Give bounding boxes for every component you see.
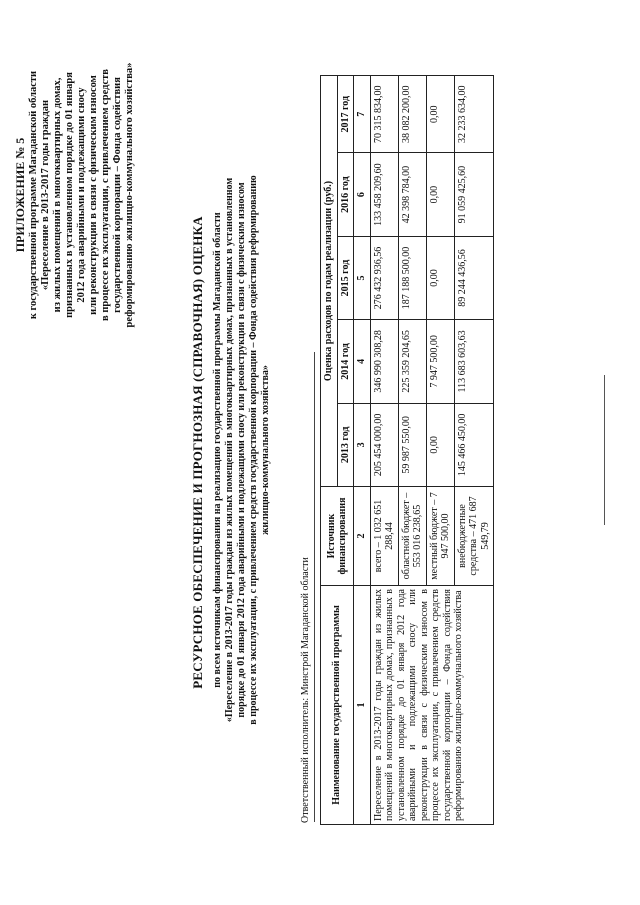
document-title: РЕСУРСНОЕ ОБЕСПЕЧЕНИЕ И ПРОГНОЗНАЯ (СПРАВОЧНАЯ) ОЦЕНКА	[190, 216, 205, 689]
table-row	[370, 76, 398, 825]
appendix-line: реформированию жилищно-коммунального хозяйства»	[124, 62, 135, 328]
funding-source-cell: областной бюджет – 553 016 238,65	[398, 487, 426, 586]
appendix-line: из жилых помещений в многоквартирных домах,	[52, 77, 63, 313]
value-cell: 59 987 550,00	[398, 403, 426, 486]
year-header: 2014 год	[337, 320, 354, 403]
column-number: 1	[354, 586, 371, 825]
appendix-line: государственной корпорации – Фонда содействия	[112, 77, 123, 313]
executor-underline	[314, 352, 315, 822]
column-number: 4	[354, 320, 371, 403]
header-funding-source: Источник финансирования	[321, 487, 354, 586]
program-name-cell: Переселение в 2013-2017 годы граждан из жилых помещений в многоквартирных домах, признанных в установленном порядке до 01 января 2012 года аварийными и подлежащими сносу или реконструкции в связи с физическим износом в процессе их эксплуатации, с привлечением средств государственной корпорации – Фонда содействия реформированию жилищно-коммунального хозяйства	[370, 586, 494, 825]
funding-source-cell: внебюджетные средства – 471 687 549,79	[454, 487, 494, 586]
year-header: 2013 год	[337, 403, 354, 486]
funding-table	[320, 75, 494, 825]
appendix-line: признанных в установленном порядке до 01 января	[64, 72, 75, 318]
funding-source-cell: местный бюджет – 7 947 500,00	[426, 487, 454, 586]
column-number: 7	[354, 76, 371, 153]
subtitle-line: порядке до 01 января 2012 года аварийными и подлежащими сносу или реконструкции в связи с физическим износом	[236, 182, 247, 718]
value-cell: 70 315 834,00	[370, 76, 398, 153]
footer-separator-line	[604, 375, 605, 525]
value-cell: 38 082 200,00	[398, 76, 426, 153]
value-cell: 32 233 634,00	[454, 76, 494, 153]
funding-source-cell: всего – 1 032 651 288,44	[370, 487, 398, 586]
document-subtitle	[212, 65, 272, 835]
value-cell: 0,00	[426, 76, 454, 153]
year-header: 2015 год	[337, 236, 354, 319]
value-cell: 276 432 936,56	[370, 236, 398, 319]
value-cell: 7 947 500,00	[426, 320, 454, 403]
value-cell: 91 059 425,60	[454, 153, 494, 236]
value-cell: 133 458 209,60	[370, 153, 398, 236]
column-number: 3	[354, 403, 371, 486]
value-cell: 0,00	[426, 403, 454, 486]
value-cell: 89 244 436,56	[454, 236, 494, 319]
subtitle-line: «Переселение в 2013-2017 годы граждан из жилых помещений в многоквартирных домах, признанных в установленном	[224, 177, 235, 723]
value-cell: 113 683 603,63	[454, 320, 494, 403]
header-program-name: Наименование государственной программы	[321, 586, 354, 825]
column-numbers-row	[354, 76, 371, 825]
header-estimate: Оценка расходов по годам реализации (руб.)	[321, 76, 338, 487]
appendix-line: к государственной программе Магаданской области	[28, 70, 39, 320]
appendix-number: ПРИЛОЖЕНИЕ № 5	[13, 137, 27, 253]
value-cell: 42 398 784,00	[398, 153, 426, 236]
value-cell: 0,00	[426, 236, 454, 319]
subtitle-line: по всем источникам финансирования на реализацию государственной программы Магаданской области	[212, 212, 223, 688]
appendix-line: 2012 года аварийными и подлежащими сносу	[76, 87, 87, 303]
value-cell: 346 990 308,28	[370, 320, 398, 403]
value-cell: 145 466 450,00	[454, 403, 494, 486]
appendix-line: в процессе их эксплуатации, с привлечением средств	[100, 69, 111, 321]
value-cell: 225 359 204,65	[398, 320, 426, 403]
value-cell: 187 188 500,00	[398, 236, 426, 319]
value-cell: 0,00	[426, 153, 454, 236]
subtitle-line: жилищно-коммунального хозяйства»	[260, 365, 271, 535]
subtitle-line: в процессе их эксплуатации, с привлечением средств государственной корпорации – Фонда содействия реформированию	[248, 175, 259, 725]
responsible-executor: Ответственный исполнитель: Минстрой Магаданской области	[300, 557, 311, 823]
column-number: 5	[354, 236, 371, 319]
year-header: 2016 год	[337, 153, 354, 236]
appendix-header	[14, 0, 136, 390]
appendix-line: «Переселение в 2013-2017 годы граждан	[40, 99, 51, 291]
column-number: 6	[354, 153, 371, 236]
year-header: 2017 год	[337, 76, 354, 153]
column-number: 2	[354, 487, 371, 586]
header-row	[321, 76, 338, 825]
value-cell: 205 454 000,00	[370, 403, 398, 486]
appendix-line: или реконструкции в связи с физическим износом	[88, 75, 99, 315]
